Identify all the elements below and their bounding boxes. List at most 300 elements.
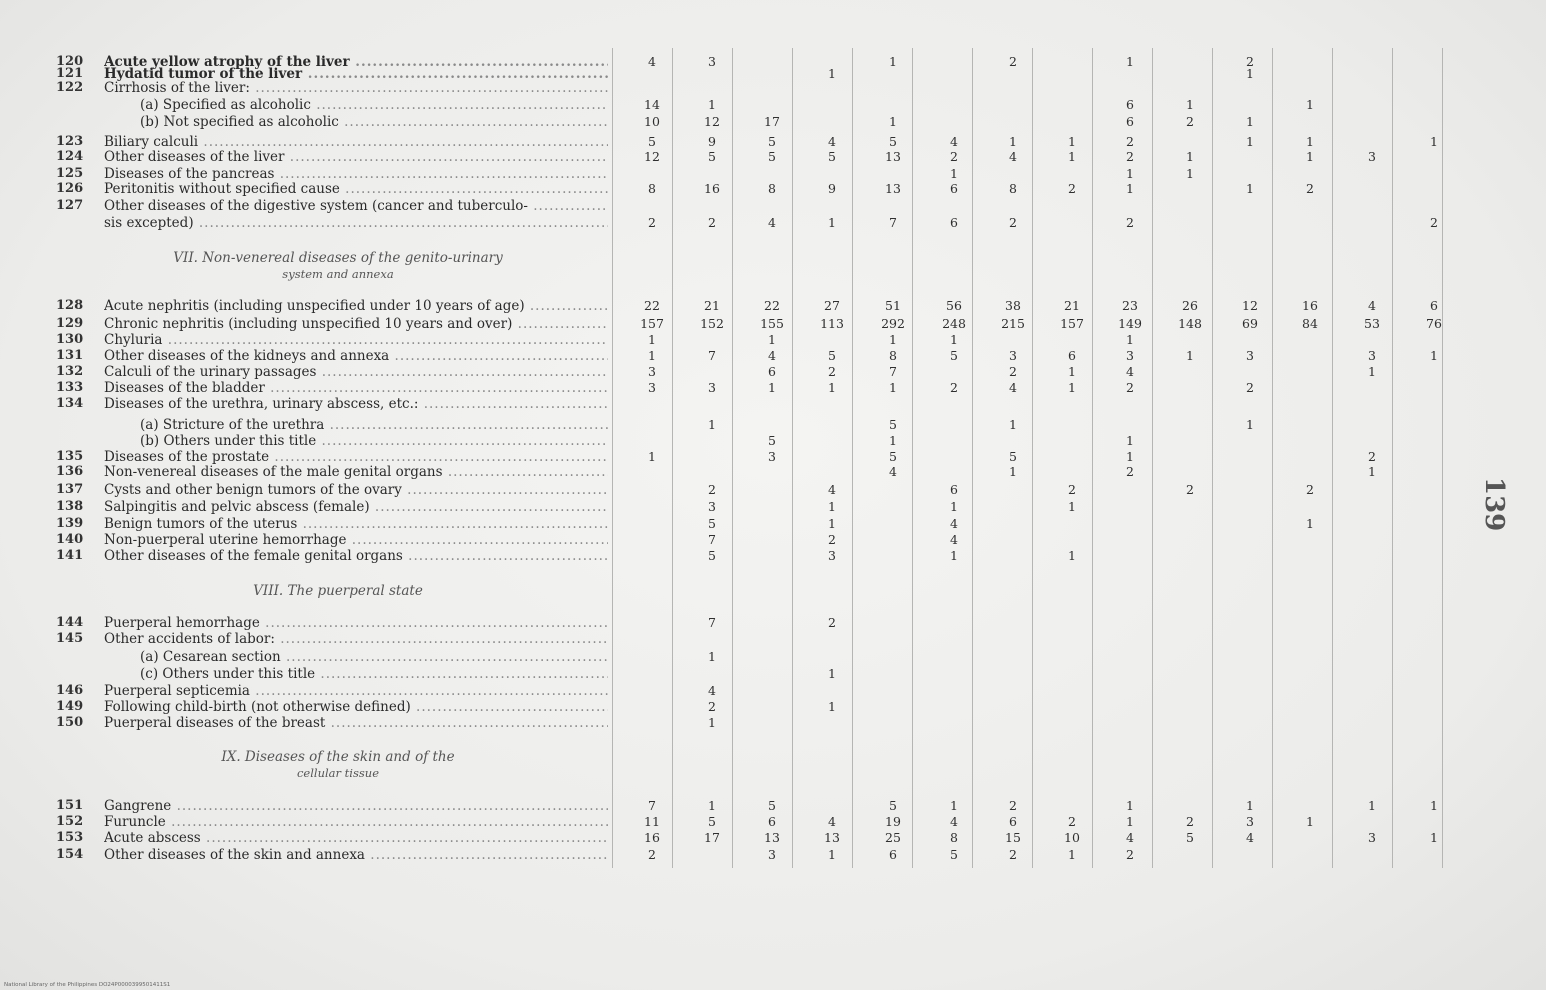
cause-label: Diseases of the urethra, urinary abscess, etc.: ..... (104, 397, 608, 411)
table-cell: 6 (1068, 348, 1076, 363)
table-cell: 3 (1368, 348, 1376, 363)
table-cell: 1 (1126, 166, 1134, 181)
table-cell: 2 (1306, 482, 1314, 497)
table-cell: 4 (648, 54, 656, 69)
table-cell: 5 (950, 348, 958, 363)
table-cell: 1 (1306, 134, 1314, 149)
table-cell: 1 (708, 715, 716, 730)
cause-number: 139 (56, 516, 84, 531)
table-row (0, 365, 1546, 379)
cause-label: Peritonitis without specified cause ..... (104, 182, 608, 196)
table-cell: 4 (828, 814, 836, 829)
cause-number: 125 (56, 166, 84, 181)
cause-label: Other diseases of the kidneys and annexa ..... (104, 349, 608, 363)
table-cell: 2 (1009, 215, 1017, 230)
table-cell: 1 (648, 449, 656, 464)
table-cell: 21 (704, 298, 720, 313)
table-row (0, 418, 1546, 432)
table-cell: 4 (1126, 364, 1134, 379)
table-cell: 13 (885, 149, 901, 164)
table-cell: 14 (644, 97, 660, 112)
table-cell: 13 (885, 181, 901, 196)
cause-label: Gangrene ..... (104, 799, 608, 813)
table-cell: 4 (768, 215, 776, 230)
table-cell: 10 (1064, 830, 1080, 845)
table-cell: 157 (1060, 316, 1084, 331)
cause-number: 129 (56, 316, 84, 331)
table-cell: 4 (950, 532, 958, 547)
table-row (0, 397, 1546, 411)
table-cell: 5 (768, 798, 776, 813)
table-row (0, 616, 1546, 630)
cause-number: 134 (56, 396, 84, 411)
table-cell: 8 (648, 181, 656, 196)
table-row (0, 81, 1546, 95)
table-cell: 1 (889, 332, 897, 347)
table-cell: 23 (1122, 298, 1138, 313)
cause-label: Diseases of the bladder ..... (104, 381, 608, 395)
table-row (0, 815, 1546, 829)
table-cell: 51 (885, 298, 901, 313)
table-cell: 5 (648, 134, 656, 149)
table-cell: 5 (708, 149, 716, 164)
table-row (0, 716, 1546, 730)
table-cell: 3 (1126, 348, 1134, 363)
table-row (0, 135, 1546, 149)
cause-label: Following child-birth (not otherwise defined) ..... (104, 700, 608, 714)
table-cell: 2 (1009, 364, 1017, 379)
table-cell: 1 (1246, 134, 1254, 149)
table-cell: 1 (1068, 364, 1076, 379)
table-cell: 26 (1182, 298, 1198, 313)
table-cell: 1 (950, 166, 958, 181)
table-cell: 1 (1246, 66, 1254, 81)
table-cell: 5 (889, 134, 897, 149)
cause-label: (b) Not specified as alcoholic ..... (140, 115, 608, 129)
table-cell: 4 (1246, 830, 1254, 845)
table-cell: 4 (1009, 380, 1017, 395)
table-row (0, 533, 1546, 547)
table-cell: 157 (640, 316, 664, 331)
cause-label: Other diseases of the digestive system (cancer and tuberculo- ..... (104, 199, 608, 213)
table-cell: 3 (768, 449, 776, 464)
table-cell: 3 (768, 847, 776, 862)
table-cell: 1 (1068, 499, 1076, 514)
table-cell: 1 (950, 499, 958, 514)
cause-label: sis excepted) ..... (104, 216, 608, 230)
cause-number: 141 (56, 548, 84, 563)
table-cell: 1 (648, 348, 656, 363)
table-cell: 3 (1246, 348, 1254, 363)
table-row (0, 831, 1546, 845)
cause-label: Other diseases of the skin and annexa ..... (104, 848, 608, 862)
cause-label: Hydatid tumor of the liver ..... (104, 67, 608, 81)
cause-number: 133 (56, 380, 84, 395)
table-cell: 16 (1302, 298, 1318, 313)
table-row (0, 483, 1546, 497)
table-cell: 155 (760, 316, 784, 331)
table-cell: 17 (764, 114, 780, 129)
table-cell: 1 (1009, 464, 1017, 479)
table-cell: 4 (950, 814, 958, 829)
table-cell: 27 (824, 298, 840, 313)
cause-label: Diseases of the prostate ..... (104, 450, 608, 464)
cause-number: 152 (56, 814, 84, 829)
table-cell: 56 (946, 298, 962, 313)
table-cell: 2 (648, 215, 656, 230)
table-cell: 3 (708, 499, 716, 514)
table-cell: 1 (1368, 798, 1376, 813)
cause-label: Non-venereal diseases of the male genital organs ..... (104, 465, 608, 479)
cause-label: Acute abscess ..... (104, 831, 608, 845)
table-cell: 2 (1009, 847, 1017, 862)
cause-number: 145 (56, 631, 84, 646)
table-cell: 5 (1009, 449, 1017, 464)
cause-label: Calculi of the urinary passages ..... (104, 365, 608, 379)
table-cell: 2 (828, 364, 836, 379)
cause-label: Puerperal septicemia ..... (104, 684, 608, 698)
cause-label: Puerperal diseases of the breast ..... (104, 716, 608, 730)
table-cell: 76 (1426, 316, 1442, 331)
cause-label: Cysts and other benign tumors of the ovary ..... (104, 483, 608, 497)
table-cell: 2 (1068, 814, 1076, 829)
cause-number: 123 (56, 134, 84, 149)
table-cell: 1 (648, 332, 656, 347)
table-cell: 7 (708, 532, 716, 547)
cause-number: 146 (56, 683, 84, 698)
table-cell: 10 (644, 114, 660, 129)
table-cell: 2 (950, 149, 958, 164)
table-row (0, 500, 1546, 514)
section-heading-ix (38, 749, 638, 780)
table-cell: 16 (644, 830, 660, 845)
table-cell: 1 (828, 215, 836, 230)
table-cell: 1 (1009, 134, 1017, 149)
table-cell: 2 (1246, 380, 1254, 395)
table-cell: 152 (700, 316, 724, 331)
cause-label: (a) Stricture of the urethra ..... (140, 418, 608, 432)
table-cell: 1 (1246, 114, 1254, 129)
table-cell: 1 (828, 666, 836, 681)
cause-number: 149 (56, 699, 84, 714)
table-cell: 2 (1009, 54, 1017, 69)
table-cell: 7 (889, 215, 897, 230)
table-cell: 13 (764, 830, 780, 845)
table-row (0, 848, 1546, 862)
table-cell: 1 (828, 699, 836, 714)
table-cell: 1 (1306, 516, 1314, 531)
table-cell: 3 (648, 380, 656, 395)
table-cell: 1 (708, 798, 716, 813)
section-title: IX. Diseases of the skin and of the (221, 749, 455, 765)
table-cell: 1 (768, 332, 776, 347)
table-cell: 292 (881, 316, 905, 331)
table-cell: 6 (950, 181, 958, 196)
table-cell: 1 (1306, 97, 1314, 112)
table-cell: 13 (824, 830, 840, 845)
table-cell: 2 (1126, 847, 1134, 862)
table-cell: 6 (950, 482, 958, 497)
cause-number: 121 (56, 66, 84, 81)
cause-label: Acute nephritis (including unspecified under 10 years of age) ..... (104, 299, 608, 313)
table-cell: 5 (950, 847, 958, 862)
table-cell: 3 (648, 364, 656, 379)
table-cell: 1 (708, 97, 716, 112)
table-cell: 1 (828, 516, 836, 531)
table-row (0, 333, 1546, 347)
table-cell: 15 (1005, 830, 1021, 845)
table-cell: 2 (1068, 482, 1076, 497)
cause-number: 135 (56, 449, 84, 464)
table-cell: 2 (1246, 54, 1254, 69)
table-cell: 1 (950, 548, 958, 563)
table-cell: 4 (950, 516, 958, 531)
table-cell: 11 (644, 814, 660, 829)
table-cell: 2 (1009, 798, 1017, 813)
cause-number: 132 (56, 364, 84, 379)
table-cell: 5 (708, 814, 716, 829)
table-cell: 1 (1126, 181, 1134, 196)
table-cell: 1 (828, 66, 836, 81)
table-cell: 4 (1009, 149, 1017, 164)
table-cell: 25 (885, 830, 901, 845)
table-cell: 6 (889, 847, 897, 862)
table-cell: 1 (1246, 417, 1254, 432)
table-cell: 7 (648, 798, 656, 813)
table-cell: 6 (1430, 298, 1438, 313)
table-cell: 2 (1126, 149, 1134, 164)
table-row (0, 517, 1546, 531)
table-cell: 215 (1001, 316, 1025, 331)
table-cell: 2 (1430, 215, 1438, 230)
table-row (0, 199, 1546, 213)
table-cell: 5 (708, 516, 716, 531)
table-cell: 5 (708, 548, 716, 563)
section-heading-viii (38, 583, 638, 599)
table-cell: 1 (1306, 814, 1314, 829)
table-cell: 4 (889, 464, 897, 479)
table-cell: 4 (1126, 830, 1134, 845)
table-cell: 5 (768, 149, 776, 164)
cause-number: 136 (56, 464, 84, 479)
table-cell: 1 (1430, 830, 1438, 845)
table-cell: 6 (1126, 97, 1134, 112)
table-row (0, 700, 1546, 714)
table-row (0, 684, 1546, 698)
table-cell: 1 (1068, 548, 1076, 563)
table-row (0, 667, 1546, 681)
table-cell: 1 (1306, 149, 1314, 164)
table-cell: 8 (889, 348, 897, 363)
table-row (0, 115, 1546, 129)
table-row (0, 349, 1546, 363)
table-cell: 1 (708, 417, 716, 432)
table-cell: 4 (1368, 298, 1376, 313)
table-cell: 8 (950, 830, 958, 845)
table-cell: 12 (644, 149, 660, 164)
table-cell: 1 (1186, 166, 1194, 181)
table-row (0, 150, 1546, 164)
table-cell: 1 (889, 54, 897, 69)
table-cell: 149 (1118, 316, 1142, 331)
table-cell: 5 (1186, 830, 1194, 845)
table-cell: 3 (708, 54, 716, 69)
section-title: VII. Non-venereal diseases of the genito-urinary (173, 250, 503, 266)
table-cell: 1 (1368, 364, 1376, 379)
cause-label: Chronic nephritis (including unspecified 10 years and over) ..... (104, 317, 608, 331)
table-cell: 1 (1430, 134, 1438, 149)
table-cell: 1 (1430, 348, 1438, 363)
table-cell: 3 (1246, 814, 1254, 829)
table-cell: 1 (1186, 149, 1194, 164)
table-cell: 6 (1009, 814, 1017, 829)
table-row (0, 67, 1546, 81)
table-cell: 2 (1126, 134, 1134, 149)
table-cell: 4 (950, 134, 958, 149)
section-subtitle: system and annexa (282, 267, 394, 281)
section-title: VIII. The puerperal state (253, 583, 423, 599)
table-cell: 3 (708, 380, 716, 395)
table-cell: 1 (1068, 380, 1076, 395)
cause-number: 153 (56, 830, 84, 845)
table-cell: 7 (708, 615, 716, 630)
table-cell: 19 (885, 814, 901, 829)
section-subtitle: cellular tissue (296, 766, 379, 780)
table-cell: 1 (1246, 181, 1254, 196)
table-cell: 1 (889, 114, 897, 129)
table-cell: 1 (1126, 332, 1134, 347)
table-cell: 1 (708, 649, 716, 664)
table-cell: 1 (828, 380, 836, 395)
table-cell: 5 (889, 449, 897, 464)
cause-label: (c) Others under this title ..... (140, 667, 608, 681)
table-cell: 2 (1186, 814, 1194, 829)
table-cell: 1 (1009, 417, 1017, 432)
table-cell: 1 (889, 433, 897, 448)
cause-number: 126 (56, 181, 84, 196)
table-cell: 1 (1068, 847, 1076, 862)
table-cell: 5 (828, 348, 836, 363)
cause-label: (b) Others under this title ..... (140, 434, 608, 448)
table-cell: 5 (768, 433, 776, 448)
table-row (0, 549, 1546, 563)
table-cell: 2 (1126, 464, 1134, 479)
table-cell: 113 (820, 316, 844, 331)
table-cell: 1 (1430, 798, 1438, 813)
table-cell: 6 (1126, 114, 1134, 129)
table-cell: 4 (828, 134, 836, 149)
table-cell: 1 (1368, 464, 1376, 479)
table-cell: 6 (768, 814, 776, 829)
table-cell: 2 (708, 482, 716, 497)
table-cell: 3 (1009, 348, 1017, 363)
table-cell: 1 (889, 380, 897, 395)
table-cell: 1 (828, 847, 836, 862)
table-cell: 16 (704, 181, 720, 196)
cause-number: 122 (56, 80, 84, 95)
cause-label: Chyluria ..... (104, 333, 608, 347)
table-cell: 38 (1005, 298, 1021, 313)
table-cell: 6 (768, 364, 776, 379)
table-cell: 2 (1306, 181, 1314, 196)
table-cell: 148 (1178, 316, 1202, 331)
table-cell: 1 (828, 499, 836, 514)
archive-footer: National Library of the Philippines DO24P0000399501411S1 (4, 982, 171, 988)
table-cell: 4 (708, 683, 716, 698)
section-heading-vii (38, 250, 638, 281)
table-cell: 84 (1302, 316, 1318, 331)
table-cell: 17 (704, 830, 720, 845)
table-cell: 12 (704, 114, 720, 129)
table-cell: 1 (1126, 798, 1134, 813)
table-cell: 2 (708, 215, 716, 230)
table-cell: 1 (1126, 814, 1134, 829)
table-row (0, 381, 1546, 395)
table-cell: 2 (828, 532, 836, 547)
cause-label: Cirrhosis of the liver: ..... (104, 81, 608, 95)
table-cell: 2 (708, 699, 716, 714)
cause-number: 124 (56, 149, 84, 164)
table-cell: 2 (648, 847, 656, 862)
cause-number: 128 (56, 298, 84, 313)
table-cell: 2 (1126, 380, 1134, 395)
cause-label: Biliary calculi ..... (104, 135, 608, 149)
cause-label: Diseases of the pancreas ..... (104, 167, 608, 181)
table-cell: 1 (1068, 134, 1076, 149)
cause-number: 137 (56, 482, 84, 497)
cause-number: 140 (56, 532, 84, 547)
table-cell: 5 (828, 149, 836, 164)
table-row (0, 632, 1546, 646)
table-cell: 22 (644, 298, 660, 313)
table-row (0, 799, 1546, 813)
cause-label: Furuncle ..... (104, 815, 608, 829)
cause-label: Other diseases of the female genital organs ..... (104, 549, 608, 563)
cause-number: 127 (56, 198, 84, 213)
table-cell: 69 (1242, 316, 1258, 331)
table-row (0, 450, 1546, 464)
table-cell: 6 (950, 215, 958, 230)
table-cell: 12 (1242, 298, 1258, 313)
table-cell: 21 (1064, 298, 1080, 313)
table-row (0, 465, 1546, 479)
table-cell: 53 (1364, 316, 1380, 331)
cause-label: Puerperal hemorrhage ..... (104, 616, 608, 630)
table-cell: 7 (889, 364, 897, 379)
table-cell: 4 (828, 482, 836, 497)
table-cell: 2 (1368, 449, 1376, 464)
table-cell: 1 (1126, 449, 1134, 464)
cause-number: 144 (56, 615, 84, 630)
table-cell: 1 (1246, 798, 1254, 813)
table-cell: 9 (708, 134, 716, 149)
table-cell: 1 (768, 380, 776, 395)
table-cell: 3 (1368, 149, 1376, 164)
table-row (0, 182, 1546, 196)
table-cell: 8 (1009, 181, 1017, 196)
table-cell: 5 (889, 417, 897, 432)
table-row (0, 216, 1546, 230)
table-cell: 9 (828, 181, 836, 196)
table-cell: 2 (828, 615, 836, 630)
cause-label: Non-puerperal uterine hemorrhage ..... (104, 533, 608, 547)
table-cell: 5 (768, 134, 776, 149)
table-cell: 3 (828, 548, 836, 563)
page-number: 139 (1479, 477, 1509, 532)
table-cell: 1 (1186, 348, 1194, 363)
table-cell: 1 (1126, 54, 1134, 69)
table-row (0, 299, 1546, 313)
